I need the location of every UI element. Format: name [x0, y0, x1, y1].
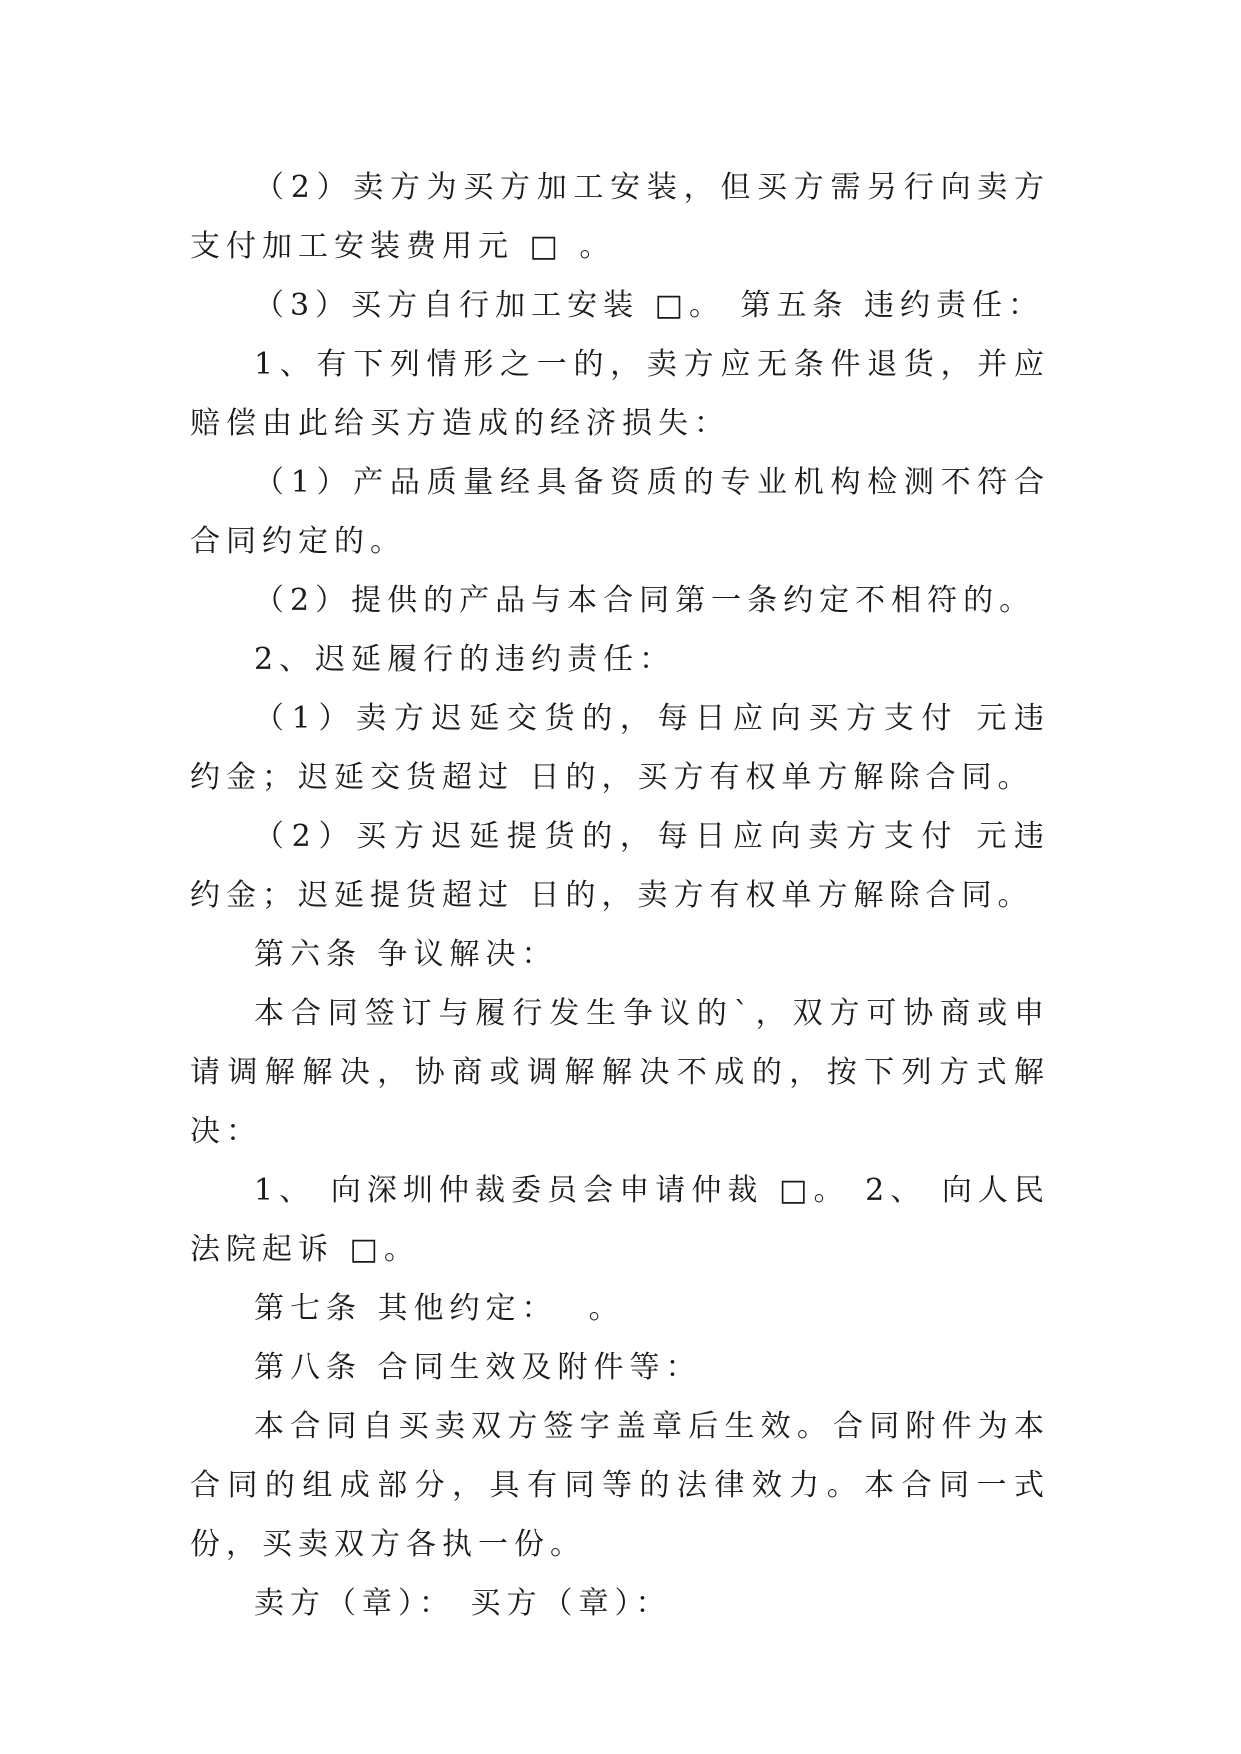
paragraph-delay-liability-heading: 2、迟延履行的违约责任：	[254, 642, 676, 677]
article-8-heading: 第八条 合同生效及附件等：	[254, 1350, 702, 1385]
article-6-heading: 第六条 争议解决：	[254, 937, 558, 972]
paragraph-product-mismatch: （2）提供的产品与本合同第一条约定不相符的。	[254, 583, 1036, 618]
paragraph-dispute-options: 1、 向深圳仲裁委员会申请仲裁 □。 2、 向人民法院起诉 □。	[190, 1173, 1050, 1267]
signature-line: 卖方（章）： 买方（章）：	[254, 1586, 672, 1621]
paragraph-quality-nonconforming: （1）产品质量经具备资质的专业机构检测不符合合同约定的。	[190, 465, 1050, 559]
paragraph-processing-installation-fee: （2）卖方为买方加工安装，但买方需另行向卖方支付加工安装费用元 □ 。	[190, 170, 1050, 264]
paragraph-buyer-self-install: （3）买方自行加工安装 □。 第五条 违约责任：	[254, 288, 1045, 323]
article-7-heading: 第七条 其他约定： 。	[254, 1291, 625, 1326]
paragraph-seller-delay: （1）卖方迟延交货的，每日应向买方支付 元违约金；迟延交货超过 日的，买方有权单方解除合同。	[190, 701, 1050, 795]
contract-body	[190, 158, 1050, 1633]
paragraph-unconditional-return: 1、有下列情形之一的，卖方应无条件退货，并应赔偿由此给买方造成的经济损失：	[190, 347, 1050, 441]
paragraph-buyer-delay: （2）买方迟延提货的，每日应向卖方支付 元违约金；迟延提货超过 日的，卖方有权单方解除合同。	[190, 819, 1050, 913]
paragraph-dispute-negotiation: 本合同签订与履行发生争议的`，双方可协商或申请调解解决，协商或调解解决不成的，按下列方式解决：	[190, 996, 1050, 1149]
paragraph-effectiveness: 本合同自买卖双方签字盖章后生效。合同附件为本合同的组成部分，具有同等的法律效力。本合同一式份，买卖双方各执一份。	[190, 1409, 1050, 1562]
